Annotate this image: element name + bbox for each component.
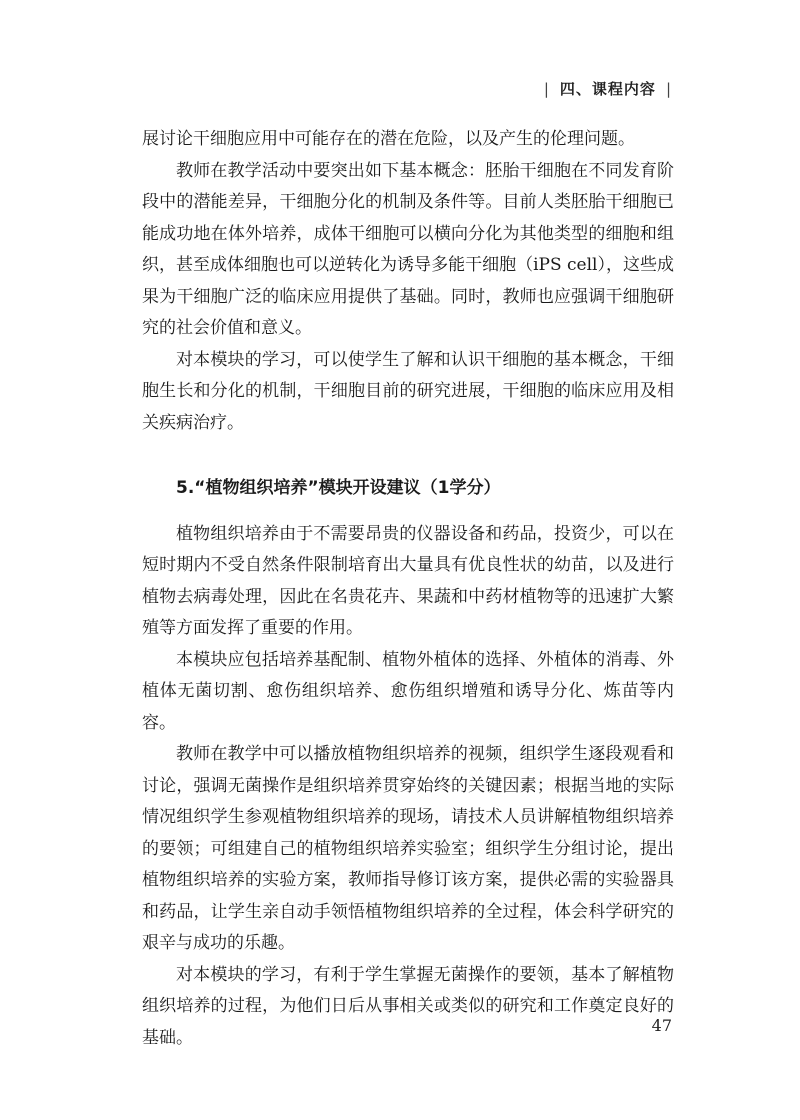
paragraph: 本模块应包括培养基配制、植物外植体的选择、外植体的消毒、外植体无菌切割、愈伤组织培养、愈伤组织增殖和诱导分化、炼苗等内容。	[142, 649, 674, 733]
paragraph: 植物组织培养由于不需要昂贵的仪器设备和药品，投资少，可以在短时期内不受自然条件限制培育出大量具有优良性状的幼苗，以及进行植物去病毒处理，因此在名贵花卉、果蔬和中药材植物等的迅速扩大繁殖等方面发挥了重要的作用。	[142, 523, 674, 638]
section-heading: 5.“植物组织培养”模块开设建议（1学分）	[176, 478, 501, 498]
paragraph: 展讨论干细胞应用中可能存在的潜在危险，以及产生的伦理问题。	[142, 129, 635, 149]
section-title: 四、课程内容	[559, 80, 656, 98]
paragraph: 对本模块的学习，有利于学生掌握无菌操作的要领，基本了解植物组织培养的过程，为他们日后从事相关或类似的研究和工作奠定良好的基础。	[142, 964, 674, 1048]
page-body	[142, 124, 674, 1054]
paragraph: 对本模块的学习，可以使学生了解和认识干细胞的基本概念，干细胞生长和分化的机制，干细胞目前的研究进展，干细胞的临床应用及相关疾病治疗。	[142, 349, 674, 433]
header-left-bar: |	[543, 79, 550, 98]
header-right-bar: |	[665, 79, 672, 98]
page-number: 47	[651, 1016, 672, 1035]
running-header	[544, 78, 672, 99]
paragraph: 教师在教学中可以播放植物组织培养的视频，组织学生逐段观看和讨论，强调无菌操作是组织培养贯穿始终的关键因素；根据当地的实际情况组织学生参观植物组织培养的现场，请技术人员讲解植物组织培养的要领；可组建自己的植物组织培养实验室；组织学生分组讨论，提出植物组织培养的实验方案，教师指导修订该方案，提供必需的实验器具和药品，让学生亲自动手领悟植物组织培养的全过程，体会科学研究的艰辛与成功的乐趣。	[142, 744, 674, 953]
paragraph: 教师在教学活动中要突出如下基本概念：胚胎干细胞在不同发育阶段中的潜能差异，干细胞分化的机制及条件等。目前人类胚胎干细胞已能成功地在体外培养，成体干细胞可以横向分化为其他类型的细胞和组织，甚至成体细胞也可以逆转化为诱导多能干细胞（iPS cell），这些成果为干细胞广泛的临床应用提供了基础。同时，教师也应强调干细胞研究的社会价值和意义。	[142, 160, 674, 338]
